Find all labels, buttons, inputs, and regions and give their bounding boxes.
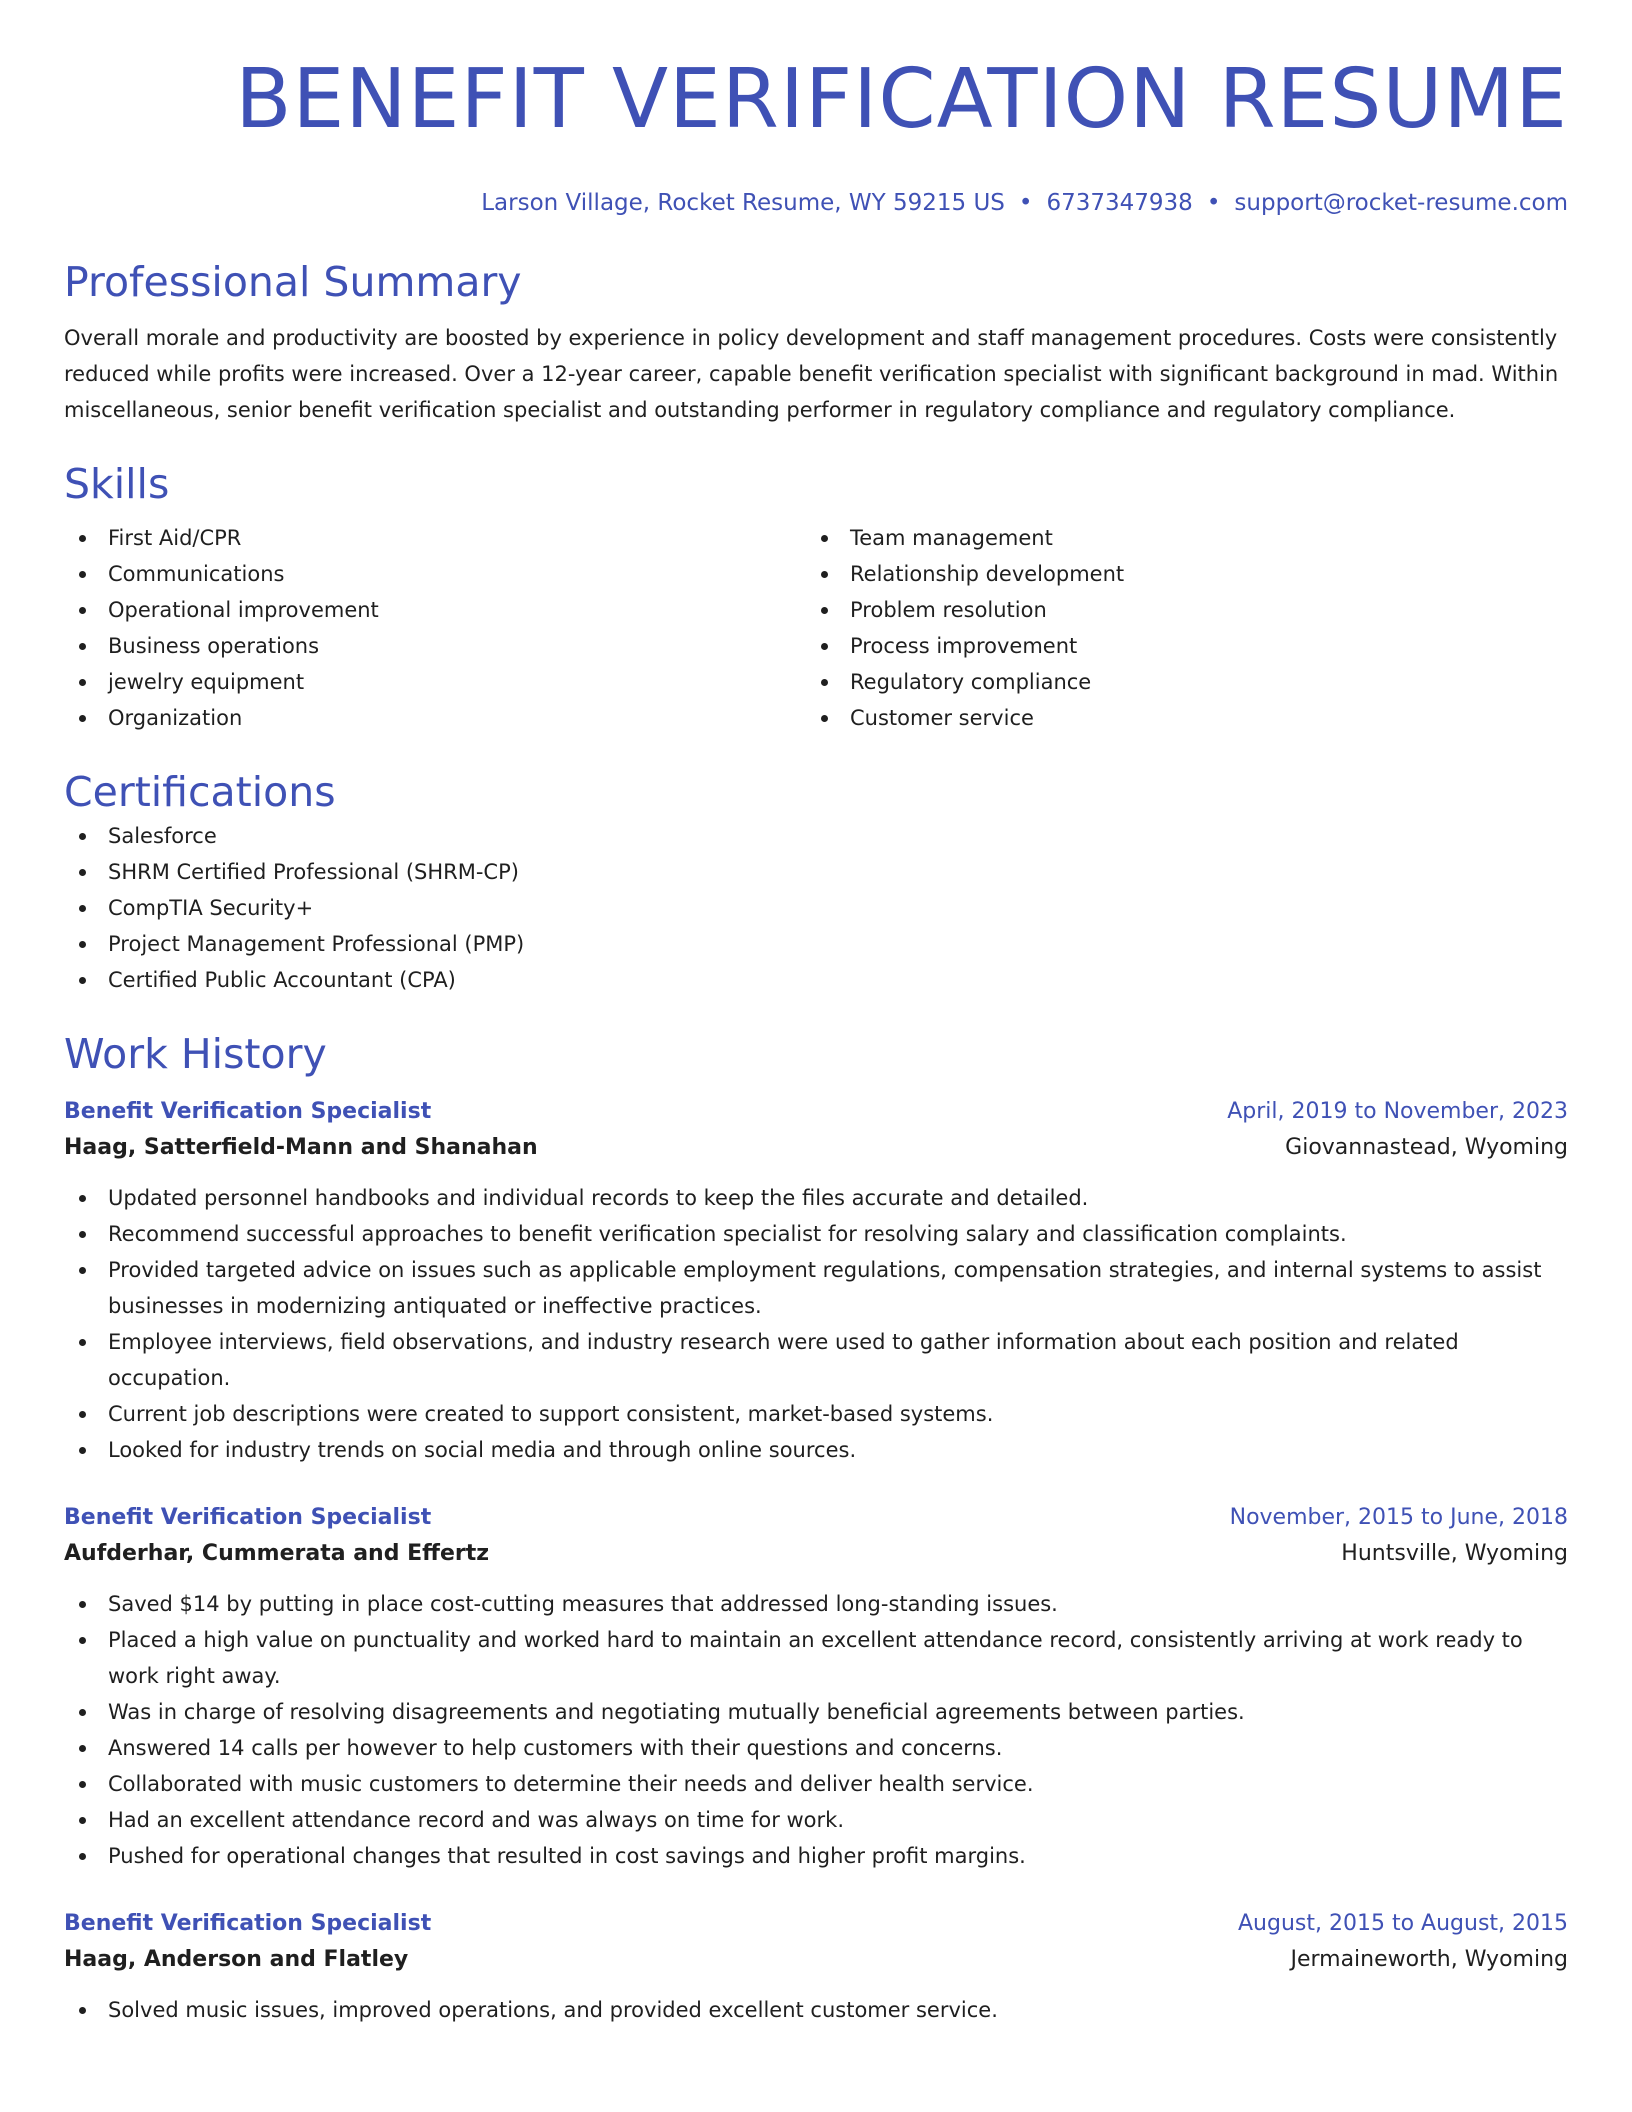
job-bullet: Employee interviews, field observations, and industry research were used to gather information about each position and related occupation.: [64, 1324, 1568, 1396]
skills-list-left: [64, 520, 806, 736]
skill-item: jewelry equipment: [64, 664, 806, 700]
job-bullets: [64, 1180, 1568, 1468]
job-bullet: Had an excellent attendance record and was always on time for work.: [64, 1802, 1568, 1838]
job-bullet: Looked for industry trends on social media and through online sources.: [64, 1432, 1568, 1468]
job-bullet: Was in charge of resolving disagreements and negotiating mutually beneficial agreements between parties.: [64, 1694, 1568, 1730]
job-bullet: Placed a high value on punctuality and worked hard to maintain an excellent attendance record, consistently arriving at work ready to work right away.: [64, 1622, 1568, 1694]
job-bullet: Answered 14 calls per however to help customers with their questions and concerns.: [64, 1730, 1568, 1766]
certification-item: SHRM Certified Professional (SHRM-CP): [64, 854, 1568, 890]
job-bullet: Current job descriptions were created to support consistent, market-based systems.: [64, 1396, 1568, 1432]
summary-text: Overall morale and productivity are boosted by experience in policy development and staff management procedures. Costs were consistently reduced while profits were increased. Over a 12-year career, capable benefit verification specialist with significant background in mad. Within miscellaneous, senior benefit verification specialist and outstanding performer in regulatory compliance and regulatory compliance.: [64, 326, 1559, 422]
skill-item: Problem resolution: [806, 592, 1568, 628]
skill-item: Relationship development: [806, 556, 1568, 592]
job-bullet: Collaborated with music customers to determine their needs and deliver health service.: [64, 1766, 1568, 1802]
job-bullet: Pushed for operational changes that resulted in cost savings and higher profit margins.: [64, 1838, 1568, 1874]
resume-header: [64, 52, 1568, 218]
skills-heading: Skills: [64, 460, 170, 508]
job-company: Haag, Satterfield-Mann and Shanahan: [64, 1135, 538, 1160]
skills-columns: [64, 520, 1568, 736]
skill-item: Communications: [64, 556, 806, 592]
job-location: Giovannastead, Wyoming: [1285, 1135, 1568, 1160]
job-bullet: Updated personnel handbooks and individual records to keep the files accurate and detailed.: [64, 1180, 1568, 1216]
job-dates: November, 2015 to June, 2018: [1229, 1505, 1568, 1530]
skill-item: Customer service: [806, 700, 1568, 736]
job-location: Jermaineworth, Wyoming: [1290, 1947, 1568, 1972]
contact-email[interactable]: support@rocket-resume.com: [1234, 190, 1568, 216]
skill-item: Organization: [64, 700, 806, 736]
skill-item: First Aid/CPR: [64, 520, 806, 556]
job-title: Benefit Verification Specialist: [64, 1505, 432, 1530]
job-bullet: Recommend successful approaches to benefit verification specialist for resolving salary and classification complaints.: [64, 1216, 1568, 1252]
job-location: Huntsville, Wyoming: [1341, 1541, 1568, 1566]
skills-list-right: [806, 520, 1568, 736]
summary-heading: Professional Summary: [64, 258, 522, 306]
job-entry: [64, 1906, 1568, 2028]
skill-item: Team management: [806, 520, 1568, 556]
job-header-row: [64, 1906, 1568, 1942]
skill-item: Operational improvement: [64, 592, 806, 628]
certifications-heading: Certifications: [64, 768, 336, 816]
job-title: Benefit Verification Specialist: [64, 1911, 432, 1936]
resume-title: BENEFIT VERIFICATION RESUME: [235, 52, 1568, 147]
work-history-heading: Work History: [64, 1030, 327, 1078]
contact-separator: •: [1018, 190, 1033, 216]
job-bullets: [64, 1992, 1568, 2028]
skill-item: Process improvement: [806, 628, 1568, 664]
job-dates: August, 2015 to August, 2015: [1238, 1911, 1568, 1936]
contact-address: Larson Village, Rocket Resume, WY 59215 US: [481, 190, 1005, 216]
job-company-row: [64, 1536, 1568, 1572]
certification-item: Salesforce: [64, 818, 1568, 854]
skill-item: Regulatory compliance: [806, 664, 1568, 700]
certification-item: Certified Public Accountant (CPA): [64, 962, 1568, 998]
contact-phone: 6737347938: [1046, 190, 1193, 216]
job-company: Aufderhar, Cummerata and Effertz: [64, 1541, 490, 1566]
job-title: Benefit Verification Specialist: [64, 1099, 432, 1124]
skill-item: Business operations: [64, 628, 806, 664]
certification-item: Project Management Professional (PMP): [64, 926, 1568, 962]
contact-line: [64, 188, 1568, 218]
job-bullet: Provided targeted advice on issues such as applicable employment regulations, compensation strategies, and internal systems to assist businesses in modernizing antiquated or ineffective practices.: [64, 1252, 1568, 1324]
job-header-row: [64, 1500, 1568, 1536]
job-entry: [64, 1500, 1568, 1874]
job-entry: [64, 1094, 1568, 1468]
job-bullet: Solved music issues, improved operations, and provided excellent customer service.: [64, 1992, 1568, 2028]
job-dates: April, 2019 to November, 2023: [1227, 1099, 1568, 1124]
job-company-row: [64, 1130, 1568, 1166]
certifications-list: [64, 818, 1568, 998]
job-bullets: [64, 1586, 1568, 1874]
job-header-row: [64, 1094, 1568, 1130]
job-company: Haag, Anderson and Flatley: [64, 1947, 409, 1972]
job-bullet: Saved $14 by putting in place cost-cutting measures that addressed long-standing issues.: [64, 1586, 1568, 1622]
certification-item: CompTIA Security+: [64, 890, 1568, 926]
contact-separator: •: [1206, 190, 1221, 216]
job-company-row: [64, 1942, 1568, 1978]
